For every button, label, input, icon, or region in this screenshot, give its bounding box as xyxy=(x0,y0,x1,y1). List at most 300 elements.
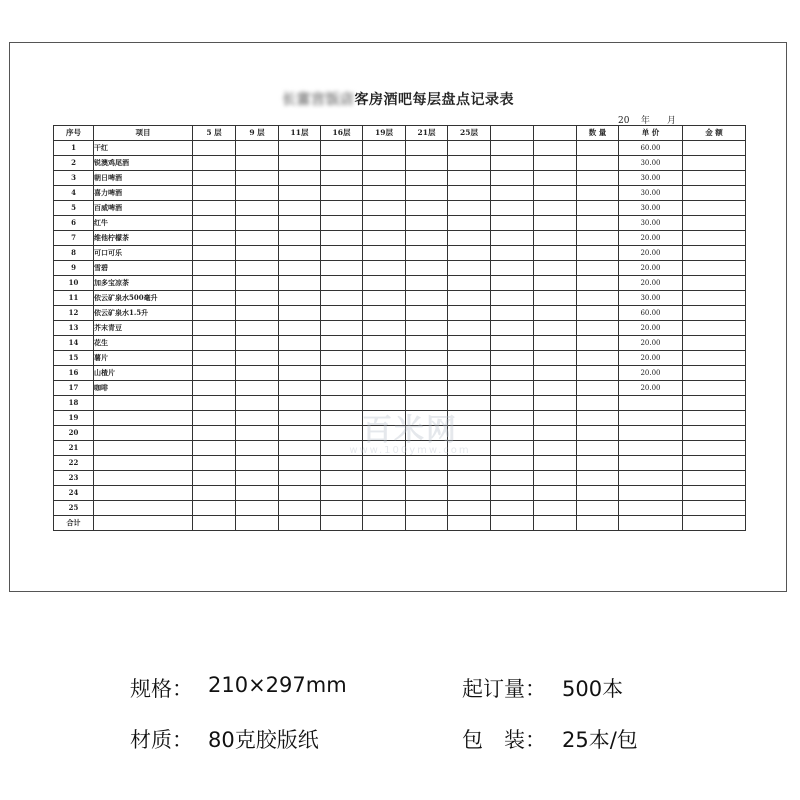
floor-count-cell[interactable] xyxy=(534,411,577,426)
floor-count-cell[interactable] xyxy=(193,246,236,261)
floor-count-cell[interactable] xyxy=(534,306,577,321)
floor-count-cell[interactable] xyxy=(279,336,321,351)
floor-count-cell[interactable] xyxy=(363,501,406,516)
floor-count-cell[interactable] xyxy=(491,516,534,531)
floor-count-cell[interactable] xyxy=(363,456,406,471)
floor-count-cell[interactable] xyxy=(193,381,236,396)
floor-count-cell[interactable] xyxy=(448,411,491,426)
floor-count-cell[interactable] xyxy=(279,366,321,381)
floor-count-cell[interactable] xyxy=(491,426,534,441)
floor-count-cell[interactable] xyxy=(406,276,448,291)
floor-count-cell[interactable] xyxy=(406,351,448,366)
floor-count-cell[interactable] xyxy=(193,456,236,471)
floor-count-cell[interactable] xyxy=(448,471,491,486)
floor-count-cell[interactable] xyxy=(321,216,363,231)
floor-count-cell[interactable] xyxy=(448,426,491,441)
floor-count-cell[interactable] xyxy=(448,291,491,306)
floor-count-cell[interactable] xyxy=(448,366,491,381)
floor-count-cell[interactable] xyxy=(236,366,279,381)
floor-count-cell[interactable] xyxy=(406,441,448,456)
floor-count-cell[interactable] xyxy=(321,186,363,201)
floor-count-cell[interactable] xyxy=(363,231,406,246)
quantity-cell[interactable] xyxy=(577,441,619,456)
floor-count-cell[interactable] xyxy=(491,366,534,381)
floor-count-cell[interactable] xyxy=(534,201,577,216)
amount-cell[interactable] xyxy=(683,366,746,381)
floor-count-cell[interactable] xyxy=(279,351,321,366)
floor-count-cell[interactable] xyxy=(279,276,321,291)
floor-count-cell[interactable] xyxy=(279,516,321,531)
floor-count-cell[interactable] xyxy=(236,456,279,471)
floor-count-cell[interactable] xyxy=(448,306,491,321)
quantity-cell[interactable] xyxy=(577,216,619,231)
floor-count-cell[interactable] xyxy=(491,351,534,366)
floor-count-cell[interactable] xyxy=(534,426,577,441)
floor-count-cell[interactable] xyxy=(534,501,577,516)
floor-count-cell[interactable] xyxy=(193,501,236,516)
quantity-cell[interactable] xyxy=(577,396,619,411)
amount-cell[interactable] xyxy=(683,261,746,276)
floor-count-cell[interactable] xyxy=(279,246,321,261)
floor-count-cell[interactable] xyxy=(321,381,363,396)
quantity-cell[interactable] xyxy=(577,276,619,291)
floor-count-cell[interactable] xyxy=(321,501,363,516)
amount-cell[interactable] xyxy=(683,141,746,156)
floor-count-cell[interactable] xyxy=(448,351,491,366)
floor-count-cell[interactable] xyxy=(363,261,406,276)
floor-count-cell[interactable] xyxy=(279,471,321,486)
floor-count-cell[interactable] xyxy=(236,171,279,186)
quantity-cell[interactable] xyxy=(577,246,619,261)
floor-count-cell[interactable] xyxy=(236,471,279,486)
floor-count-cell[interactable] xyxy=(491,381,534,396)
floor-count-cell[interactable] xyxy=(534,336,577,351)
floor-count-cell[interactable] xyxy=(236,141,279,156)
floor-count-cell[interactable] xyxy=(406,291,448,306)
quantity-cell[interactable] xyxy=(577,171,619,186)
floor-count-cell[interactable] xyxy=(491,201,534,216)
floor-count-cell[interactable] xyxy=(491,291,534,306)
floor-count-cell[interactable] xyxy=(406,201,448,216)
floor-count-cell[interactable] xyxy=(491,501,534,516)
table-row xyxy=(54,216,746,231)
unit-price-cell: 20.00 xyxy=(619,321,683,336)
quantity-cell[interactable] xyxy=(577,321,619,336)
floor-count-cell[interactable] xyxy=(491,441,534,456)
floor-count-cell[interactable] xyxy=(279,456,321,471)
amount-cell[interactable] xyxy=(683,171,746,186)
floor-count-cell[interactable] xyxy=(321,456,363,471)
floor-count-cell[interactable] xyxy=(236,501,279,516)
floor-count-cell[interactable] xyxy=(236,246,279,261)
floor-count-cell[interactable] xyxy=(321,246,363,261)
floor-count-cell[interactable] xyxy=(279,201,321,216)
floor-count-cell[interactable] xyxy=(406,381,448,396)
floor-count-cell[interactable] xyxy=(448,456,491,471)
quantity-cell[interactable] xyxy=(577,231,619,246)
floor-count-cell[interactable] xyxy=(363,471,406,486)
floor-count-cell[interactable] xyxy=(193,396,236,411)
amount-cell[interactable] xyxy=(683,336,746,351)
floor-count-cell[interactable] xyxy=(448,141,491,156)
quantity-cell[interactable] xyxy=(577,201,619,216)
floor-count-cell[interactable] xyxy=(491,336,534,351)
amount-cell[interactable] xyxy=(683,186,746,201)
floor-count-cell[interactable] xyxy=(279,486,321,501)
floor-count-cell[interactable] xyxy=(448,246,491,261)
quantity-cell[interactable] xyxy=(577,381,619,396)
quantity-cell[interactable] xyxy=(577,141,619,156)
floor-count-cell[interactable] xyxy=(193,486,236,501)
unit-price-cell: 60.00 xyxy=(619,306,683,321)
floor-count-cell[interactable] xyxy=(321,426,363,441)
floor-count-cell[interactable] xyxy=(363,276,406,291)
floor-count-cell[interactable] xyxy=(363,516,406,531)
floor-count-cell[interactable] xyxy=(236,336,279,351)
amount-cell[interactable] xyxy=(683,411,746,426)
floor-count-cell[interactable] xyxy=(193,351,236,366)
floor-count-cell[interactable] xyxy=(406,501,448,516)
floor-count-cell[interactable] xyxy=(321,486,363,501)
floor-count-cell[interactable] xyxy=(236,411,279,426)
floor-count-cell[interactable] xyxy=(534,471,577,486)
quantity-cell[interactable] xyxy=(577,336,619,351)
floor-count-cell[interactable] xyxy=(534,486,577,501)
floor-count-cell[interactable] xyxy=(534,381,577,396)
floor-count-cell[interactable] xyxy=(279,501,321,516)
floor-count-cell[interactable] xyxy=(193,411,236,426)
floor-count-cell[interactable] xyxy=(534,396,577,411)
unit-price-cell xyxy=(619,396,683,411)
floor-count-cell[interactable] xyxy=(406,516,448,531)
floor-count-cell[interactable] xyxy=(491,156,534,171)
quantity-cell[interactable] xyxy=(577,351,619,366)
floor-count-cell[interactable] xyxy=(321,276,363,291)
table-row xyxy=(54,426,746,441)
floor-count-cell[interactable] xyxy=(193,186,236,201)
floor-count-cell[interactable] xyxy=(363,426,406,441)
floor-count-cell[interactable] xyxy=(448,381,491,396)
floor-count-cell[interactable] xyxy=(363,201,406,216)
floor-count-cell[interactable] xyxy=(321,336,363,351)
floor-count-cell[interactable] xyxy=(279,156,321,171)
floor-count-cell[interactable] xyxy=(448,501,491,516)
floor-count-cell[interactable] xyxy=(406,216,448,231)
floor-count-cell[interactable] xyxy=(236,486,279,501)
floor-count-cell[interactable] xyxy=(491,411,534,426)
floor-count-cell[interactable] xyxy=(406,411,448,426)
floor-count-cell[interactable] xyxy=(321,321,363,336)
floor-count-cell[interactable] xyxy=(406,486,448,501)
floor-count-cell[interactable] xyxy=(448,201,491,216)
quantity-cell[interactable] xyxy=(577,426,619,441)
floor-count-cell[interactable] xyxy=(448,441,491,456)
quantity-cell[interactable] xyxy=(577,456,619,471)
floor-count-cell[interactable] xyxy=(236,261,279,276)
floor-count-cell[interactable] xyxy=(321,441,363,456)
quantity-cell[interactable] xyxy=(577,291,619,306)
floor-count-cell[interactable] xyxy=(279,306,321,321)
floor-count-cell[interactable] xyxy=(448,186,491,201)
amount-cell[interactable] xyxy=(683,216,746,231)
floor-count-cell[interactable] xyxy=(193,291,236,306)
floor-count-cell[interactable] xyxy=(279,426,321,441)
item-name-cell: 雪碧 xyxy=(94,261,193,276)
floor-count-cell[interactable] xyxy=(193,366,236,381)
floor-count-cell[interactable] xyxy=(193,216,236,231)
floor-count-cell[interactable] xyxy=(363,246,406,261)
quantity-cell[interactable] xyxy=(577,366,619,381)
floor-count-cell[interactable] xyxy=(406,171,448,186)
amount-cell[interactable] xyxy=(683,201,746,216)
floor-count-cell[interactable] xyxy=(406,321,448,336)
spec-size-value: 210×297mm xyxy=(208,673,347,697)
floor-count-cell[interactable] xyxy=(321,201,363,216)
floor-count-cell[interactable] xyxy=(363,186,406,201)
spec-size-label: 规格： xyxy=(130,677,193,701)
floor-count-cell[interactable] xyxy=(491,186,534,201)
floor-count-cell[interactable] xyxy=(406,261,448,276)
floor-count-cell[interactable] xyxy=(236,396,279,411)
floor-count-cell[interactable] xyxy=(236,156,279,171)
floor-count-cell[interactable] xyxy=(363,321,406,336)
floor-count-cell[interactable] xyxy=(491,171,534,186)
floor-count-cell[interactable] xyxy=(321,141,363,156)
floor-count-cell[interactable] xyxy=(491,261,534,276)
floor-count-cell[interactable] xyxy=(193,336,236,351)
floor-count-cell[interactable] xyxy=(193,276,236,291)
floor-count-cell[interactable] xyxy=(193,171,236,186)
floor-count-cell[interactable] xyxy=(448,231,491,246)
floor-count-cell[interactable] xyxy=(534,456,577,471)
floor-count-cell[interactable] xyxy=(279,231,321,246)
floor-count-cell[interactable] xyxy=(448,321,491,336)
floor-count-cell[interactable] xyxy=(534,231,577,246)
floor-count-cell[interactable] xyxy=(534,366,577,381)
floor-count-cell[interactable] xyxy=(236,306,279,321)
floor-count-cell[interactable] xyxy=(491,276,534,291)
floor-count-cell[interactable] xyxy=(406,426,448,441)
floor-count-cell[interactable] xyxy=(279,291,321,306)
floor-count-cell[interactable] xyxy=(534,276,577,291)
floor-count-cell[interactable] xyxy=(363,441,406,456)
floor-count-cell[interactable] xyxy=(491,471,534,486)
floor-count-cell[interactable] xyxy=(363,381,406,396)
floor-count-cell[interactable] xyxy=(193,141,236,156)
floor-count-cell[interactable] xyxy=(321,411,363,426)
floor-count-cell[interactable] xyxy=(236,186,279,201)
floor-count-cell[interactable] xyxy=(279,411,321,426)
floor-count-cell[interactable] xyxy=(321,156,363,171)
floor-count-cell[interactable] xyxy=(534,321,577,336)
amount-cell[interactable] xyxy=(683,276,746,291)
floor-count-cell[interactable] xyxy=(236,516,279,531)
quantity-cell[interactable] xyxy=(577,156,619,171)
floor-count-cell[interactable] xyxy=(406,306,448,321)
floor-count-cell[interactable] xyxy=(406,456,448,471)
floor-count-cell[interactable] xyxy=(491,231,534,246)
floor-count-cell[interactable] xyxy=(279,261,321,276)
floor-count-cell[interactable] xyxy=(279,441,321,456)
floor-count-cell[interactable] xyxy=(448,261,491,276)
quantity-cell[interactable] xyxy=(577,501,619,516)
amount-cell[interactable] xyxy=(683,231,746,246)
floor-count-cell[interactable] xyxy=(363,306,406,321)
floor-count-cell[interactable] xyxy=(534,141,577,156)
floor-count-cell[interactable] xyxy=(534,216,577,231)
floor-count-cell[interactable] xyxy=(534,441,577,456)
floor-count-cell[interactable] xyxy=(321,366,363,381)
floor-count-cell[interactable] xyxy=(491,141,534,156)
floor-count-cell[interactable] xyxy=(534,156,577,171)
floor-count-cell[interactable] xyxy=(321,471,363,486)
amount-cell[interactable] xyxy=(683,516,746,531)
floor-count-cell[interactable] xyxy=(406,471,448,486)
floor-count-cell[interactable] xyxy=(363,141,406,156)
floor-count-cell[interactable] xyxy=(406,231,448,246)
floor-count-cell[interactable] xyxy=(236,351,279,366)
amount-cell[interactable] xyxy=(683,426,746,441)
floor-count-cell[interactable] xyxy=(491,306,534,321)
floor-count-cell[interactable] xyxy=(448,396,491,411)
floor-count-cell[interactable] xyxy=(363,156,406,171)
floor-count-cell[interactable] xyxy=(448,336,491,351)
amount-cell[interactable] xyxy=(683,501,746,516)
quantity-cell[interactable] xyxy=(577,186,619,201)
amount-cell[interactable] xyxy=(683,321,746,336)
quantity-cell[interactable] xyxy=(577,486,619,501)
floor-count-cell[interactable] xyxy=(448,171,491,186)
quantity-cell[interactable] xyxy=(577,261,619,276)
floor-count-cell[interactable] xyxy=(363,336,406,351)
table-row xyxy=(54,516,746,531)
floor-count-cell[interactable] xyxy=(321,291,363,306)
floor-count-cell[interactable] xyxy=(236,276,279,291)
floor-count-cell[interactable] xyxy=(236,231,279,246)
floor-count-cell[interactable] xyxy=(363,351,406,366)
floor-count-cell[interactable] xyxy=(448,486,491,501)
floor-count-cell[interactable] xyxy=(236,216,279,231)
floor-count-cell[interactable] xyxy=(406,141,448,156)
floor-count-cell[interactable] xyxy=(491,321,534,336)
floor-count-cell[interactable] xyxy=(193,306,236,321)
floor-count-cell[interactable] xyxy=(406,156,448,171)
floor-count-cell[interactable] xyxy=(321,231,363,246)
floor-count-cell[interactable] xyxy=(321,396,363,411)
floor-count-cell[interactable] xyxy=(363,411,406,426)
amount-cell[interactable] xyxy=(683,396,746,411)
quantity-cell[interactable] xyxy=(577,516,619,531)
floor-count-cell[interactable] xyxy=(321,516,363,531)
floor-count-cell[interactable] xyxy=(534,246,577,261)
floor-count-cell[interactable] xyxy=(236,291,279,306)
amount-cell[interactable] xyxy=(683,456,746,471)
floor-count-cell[interactable] xyxy=(491,486,534,501)
floor-count-cell[interactable] xyxy=(534,291,577,306)
amount-cell[interactable] xyxy=(683,381,746,396)
amount-cell[interactable] xyxy=(683,291,746,306)
floor-count-cell[interactable] xyxy=(491,396,534,411)
floor-count-cell[interactable] xyxy=(193,201,236,216)
floor-count-cell[interactable] xyxy=(193,471,236,486)
amount-cell[interactable] xyxy=(683,486,746,501)
floor-count-cell[interactable] xyxy=(279,171,321,186)
floor-count-cell[interactable] xyxy=(321,261,363,276)
floor-count-cell[interactable] xyxy=(363,291,406,306)
floor-count-cell[interactable] xyxy=(534,186,577,201)
amount-cell[interactable] xyxy=(683,156,746,171)
floor-count-cell[interactable] xyxy=(279,381,321,396)
floor-count-cell[interactable] xyxy=(534,261,577,276)
amount-cell[interactable] xyxy=(683,471,746,486)
floor-count-cell[interactable] xyxy=(448,276,491,291)
amount-cell[interactable] xyxy=(683,351,746,366)
floor-count-cell[interactable] xyxy=(406,186,448,201)
floor-count-cell[interactable] xyxy=(193,441,236,456)
floor-count-cell[interactable] xyxy=(406,336,448,351)
floor-count-cell[interactable] xyxy=(279,321,321,336)
floor-count-cell[interactable] xyxy=(193,261,236,276)
floor-count-cell[interactable] xyxy=(193,321,236,336)
floor-count-cell[interactable] xyxy=(321,171,363,186)
floor-count-cell[interactable] xyxy=(406,396,448,411)
floor-count-cell[interactable] xyxy=(279,216,321,231)
floor-count-cell[interactable] xyxy=(279,141,321,156)
floor-count-cell[interactable] xyxy=(193,426,236,441)
floor-count-cell[interactable] xyxy=(491,216,534,231)
floor-count-cell[interactable] xyxy=(363,366,406,381)
floor-count-cell[interactable] xyxy=(236,321,279,336)
floor-count-cell[interactable] xyxy=(236,201,279,216)
floor-count-cell[interactable] xyxy=(406,366,448,381)
table-row xyxy=(54,486,746,501)
floor-count-cell[interactable] xyxy=(534,516,577,531)
floor-count-cell[interactable] xyxy=(534,171,577,186)
amount-cell[interactable] xyxy=(683,246,746,261)
table-row xyxy=(54,471,746,486)
floor-count-cell[interactable] xyxy=(448,216,491,231)
quantity-cell[interactable] xyxy=(577,411,619,426)
form-title xyxy=(10,89,786,109)
floor-count-cell[interactable] xyxy=(321,306,363,321)
floor-count-cell[interactable] xyxy=(193,231,236,246)
floor-count-cell[interactable] xyxy=(279,396,321,411)
spec-packing-label: 包 装： xyxy=(462,728,546,752)
floor-count-cell[interactable] xyxy=(236,426,279,441)
floor-count-cell[interactable] xyxy=(193,156,236,171)
floor-count-cell[interactable] xyxy=(448,516,491,531)
quantity-cell[interactable] xyxy=(577,471,619,486)
floor-count-cell[interactable] xyxy=(363,216,406,231)
floor-count-cell[interactable] xyxy=(193,516,236,531)
amount-cell[interactable] xyxy=(683,441,746,456)
quantity-cell[interactable] xyxy=(577,306,619,321)
floor-count-cell[interactable] xyxy=(491,246,534,261)
floor-count-cell[interactable] xyxy=(363,486,406,501)
floor-count-cell[interactable] xyxy=(236,381,279,396)
floor-count-cell[interactable] xyxy=(448,156,491,171)
amount-cell[interactable] xyxy=(683,306,746,321)
floor-count-cell[interactable] xyxy=(363,171,406,186)
floor-count-cell[interactable] xyxy=(534,351,577,366)
table-row xyxy=(54,186,746,201)
floor-count-cell[interactable] xyxy=(236,441,279,456)
floor-count-cell[interactable] xyxy=(406,246,448,261)
floor-count-cell[interactable] xyxy=(279,186,321,201)
floor-count-cell[interactable] xyxy=(491,456,534,471)
floor-count-cell[interactable] xyxy=(321,351,363,366)
floor-count-cell[interactable] xyxy=(363,396,406,411)
